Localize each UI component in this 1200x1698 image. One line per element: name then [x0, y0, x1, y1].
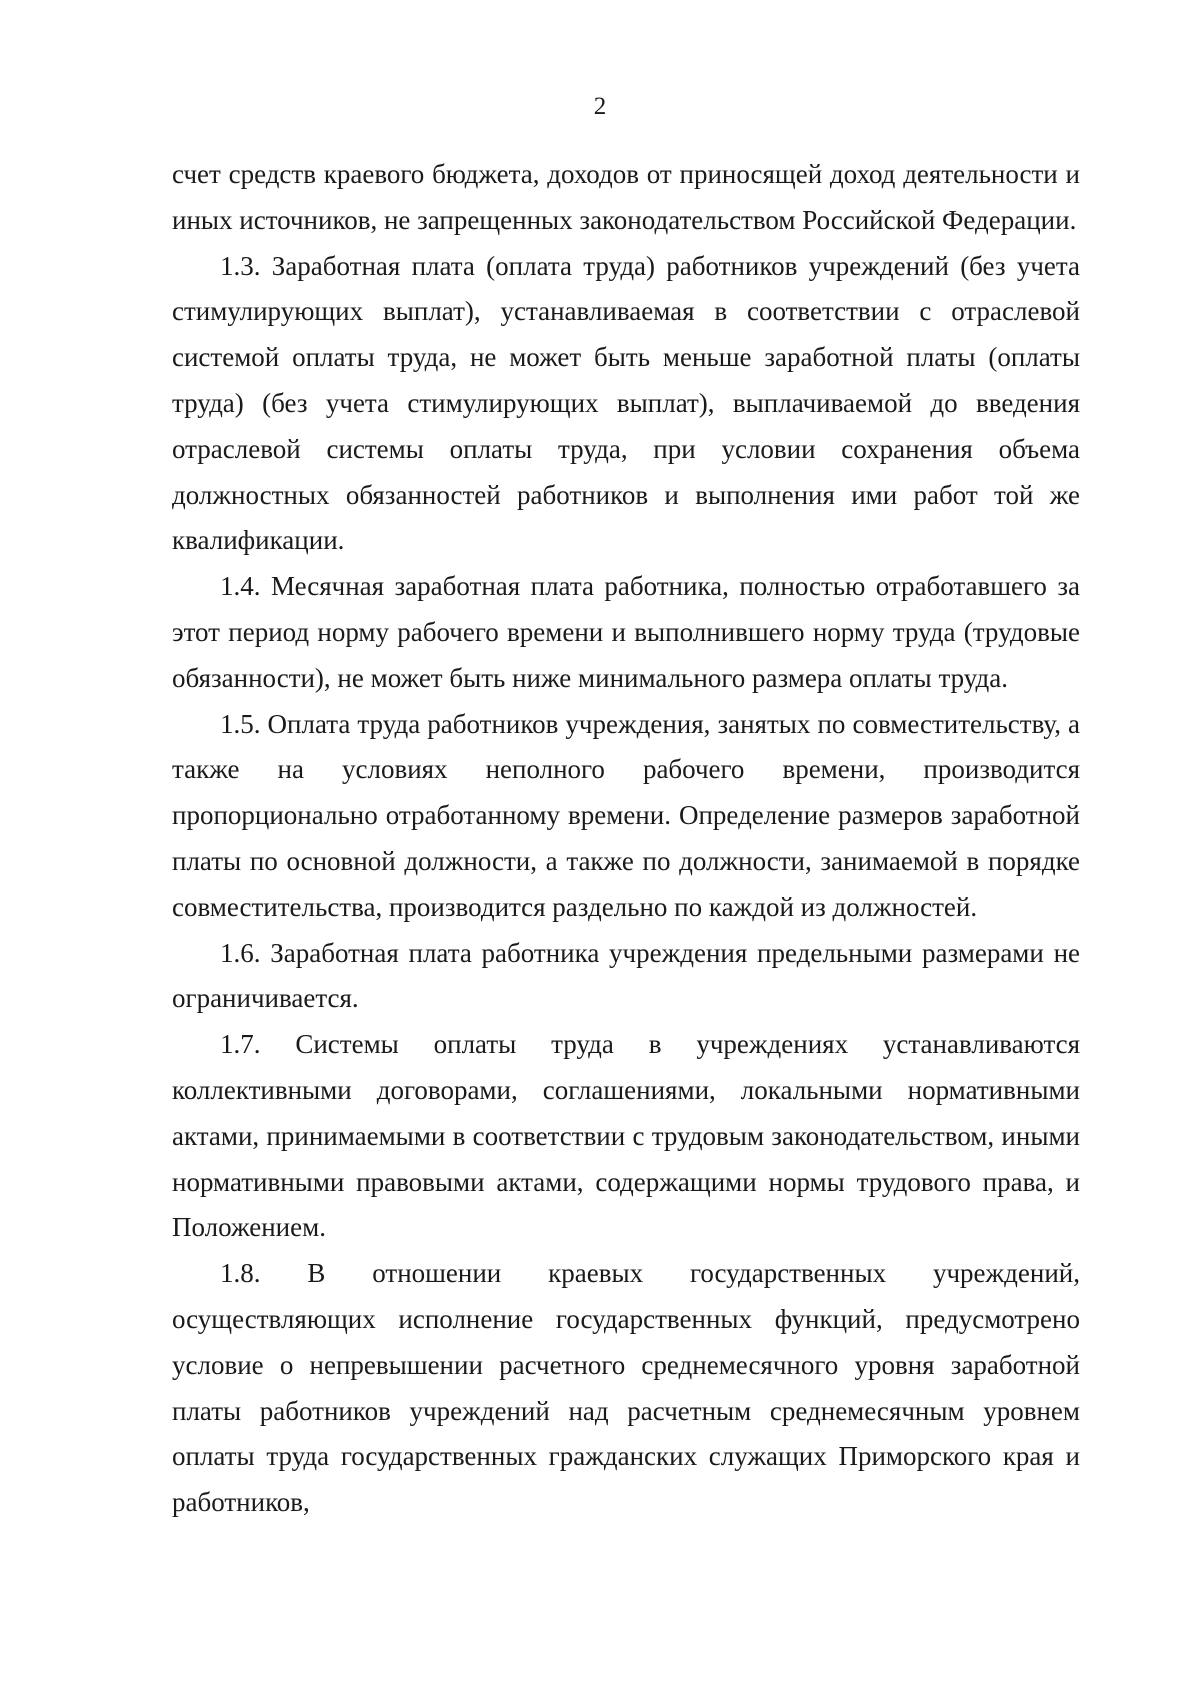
paragraph-1-4: 1.4. Месячная заработная плата работника, полностью отработавшего за этот период норму рабочего времени и выполнившего норму труда (трудовые обязанности), не может быть ниже минимального размера оплаты труда. — [172, 571, 1080, 693]
document-body — [172, 152, 1080, 1526]
page-number: 2 — [593, 93, 607, 120]
paragraph-1-3: 1.3. Заработная плата (оплата труда) работников учреждений (без учета стимулирующих выплат), устанавливаемая в соответствии с отраслевой системой оплаты труда, не может быть меньше заработной платы (оплаты труда) (без учета стимулирующих выплат), выплачиваемой до введения отраслевой системы оплаты труда, при условии сохранения объема должностных обязанностей работников и выполнения ими работ той же квалификации. — [172, 250, 1080, 556]
paragraph-continuation: счет средств краевого бюджета, доходов от приносящей доход деятельности и иных источников, не запрещенных законодательством Российской Федерации. — [172, 159, 1080, 235]
paragraph-1-6: 1.6. Заработная плата работника учреждения предельными размерами не ограничивается. — [172, 937, 1080, 1014]
paragraph-1-7: 1.7. Системы оплаты труда в учреждениях устанавливаются коллективными договорами, соглашениями, локальными нормативными актами, принимаемыми в соответствии с трудовым законодательством, иными нормативными правовыми актами, содержащими нормы трудового права, и Положением. — [172, 1029, 1080, 1243]
paragraph-1-5: 1.5. Оплата труда работников учреждения, занятых по совместительству, а также на условиях неполного рабочего времени, производится пропорционально отработанному времени. Определение размеров заработной платы по основной должности, а также по должности, занимаемой в порядке совместительства, производится раздельно по каждой из должностей. — [172, 708, 1080, 922]
paragraph-1-8: 1.8. В отношении краевых государственных учреждений, осуществляющих исполнение государственных функций, предусмотрено условие о непревышении расчетного среднемесячного уровня заработной платы работников учреждений над расчетным среднемесячным уровнем оплаты труда государственных гражданских служащих Приморского края и работников, — [172, 1258, 1080, 1518]
